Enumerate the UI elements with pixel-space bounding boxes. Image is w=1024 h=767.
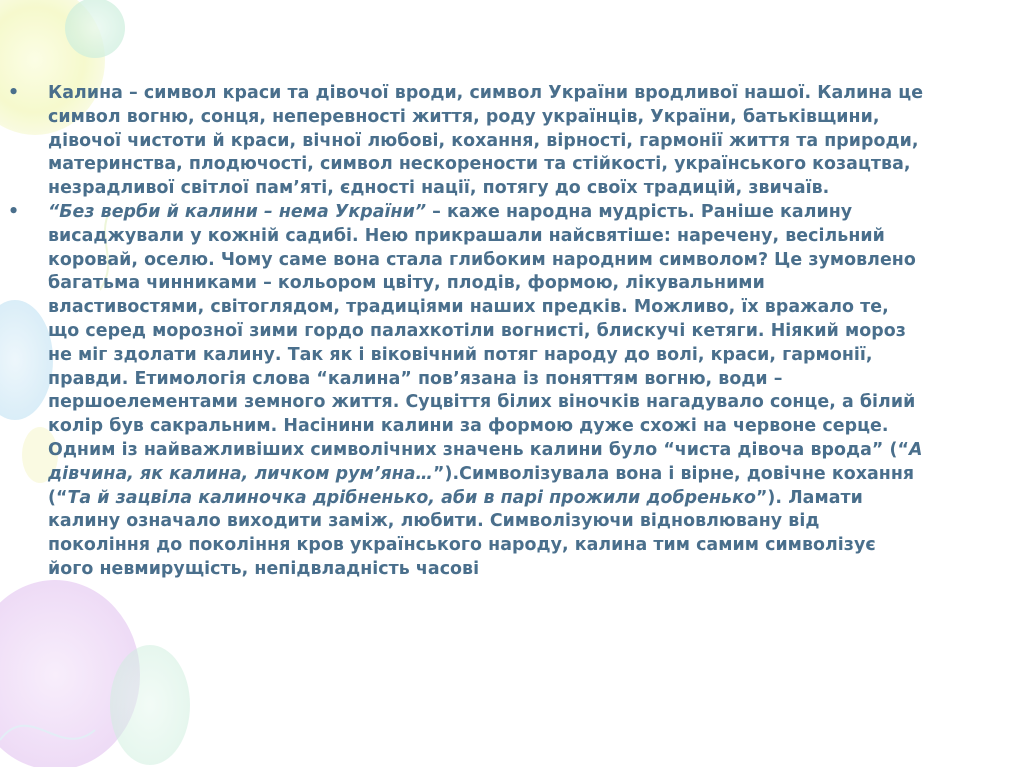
bullet-item [0,201,1024,582]
bullet-list [0,82,1024,582]
bullet-marker: • [8,201,20,222]
balloon-shape-green [65,0,125,58]
bullet-paragraph [48,201,924,582]
balloon-shape-green-bottom [110,645,190,765]
bullet-paragraph [48,82,924,201]
bullet-marker: • [8,83,20,103]
body-text: ”). Ламати калину означало виходити заміж, любити. Символізуючи відновлювану від покоління до покоління кров українського народу, калина тим самим символізує його невмирущість, непідвладність часові [48,487,876,579]
quote-text: “Без верби й калини – нема України” [48,201,427,222]
quote-text: А дівчина, як калина, личком рум’яна… [48,439,923,484]
quote-text: Та й зацвіла калиночка дрібненько, аби в парі прожили добренько [67,487,756,508]
body-text: – каже народна мудрість. Раніше калину висаджували у кожній садибі. Нею прикрашали найсвятіше: наречену, весільний коровай, оселю. Чому саме вона стала глибоким народним символом? Це зумовлено багатьма чинниками – кольором цвіту, плодів, формою, лікувальними властивостями, світоглядом, традиціями наших предків. Можливо, їх вражало те, що серед морозної зими гордо палахкотіли вогнисті, блискучі кетяги. Ніякий мороз не міг здолати калину. Так як і віковічний потяг народу до волі, краси, гармонії, правди. Етимологія слова “калина” пов’язана із поняттям вогню, води – першоелементами земного життя. Суцвіття білих віночків нагадувало сонце, а білий колір був сакральним. Насінини калини за формою дуже схожі на червоне серце. Одним із найважливіших символічних значень калини було “чиста дівоча врода” (“ [48,201,916,460]
bullet-item [0,82,1024,201]
body-text: ”).Символізувала вона і вірне, довічне кохання (“ [48,463,915,508]
body-text: Калина – символ краси та дівочої вроди, символ України вродливої нашої. Калина це символ вогню, сонця, неперевності життя, роду українців, України, батьківщини, дівочої чистоти й краси, вічної любові, кохання, вірності, гармонії життя та природи, материнства, плодючості, символ нескорености та стійкості, українського козацтва, незрадливої світлої пам’яті, єдності нації, потягу до своїх традицій, звичаїв. [48,83,924,199]
